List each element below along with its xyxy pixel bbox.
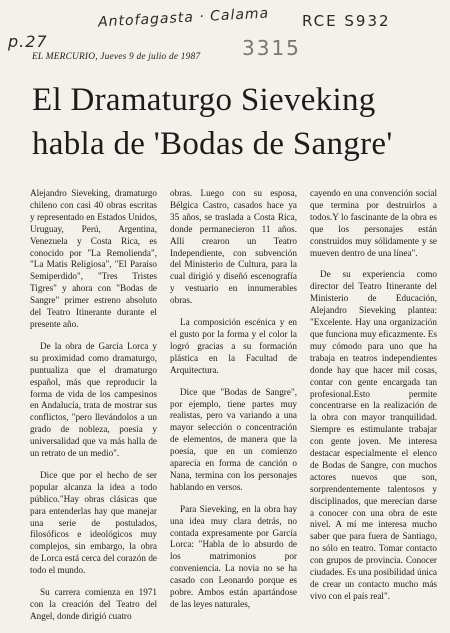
article-paragraph: De su experiencia como director del Teatro Itinerante del Ministerio de Educación, Alejandro Sieveking plantea: "Excelente. Hay una organización que funciona muy eficazmente. Es muy cómodo para uno que ha trabaja en teatros independientes donde hay que hacer mil cosas, contar con gente encargada tan profesional.Esto permite concentrarse en la realización de la obra con mayor tranquilidad. Siempre es estimulante trabajar con gente joven. Me interesa destacar especialmente el elenco de Bodas de Sangre, con muchos actores nuevos que son, sorprendentemente talentosos y disciplinados, que merecían darse a conocer con una obra de este nivel. A mí me interesa mucho saber que para fuera de Santiago, no sólo en teatro. Tomar contacto con grupos de provincia. Conocer ciudades. Es una posibilidad única de crear un contacto mucho más vivo con el país real". — [310, 269, 437, 601]
page-number-annotation: p.27 — [8, 32, 48, 51]
article-paragraph: Dice que por el hecho de ser popular alcanza la idea a todo público."Hay obras clásicas que para entenderlas hay que manejar una serie de postulados, filosóficos e ideológicos muy complejos, sin embargo, la obra de Lorca está cerca del corazón de todo el mundo. — [30, 469, 157, 576]
catalog-code-annotation: RCE S932 — [302, 12, 391, 30]
article-paragraph: Para Sieveking, en la obra hay una idea muy clara detrás, no contada expresamente por García Lorca: "Habla de lo absurdo de los matrimonios por conveniencia. La novia no se ha casado con Leonardo porque es pobre. Ambos están apartándose de las leyes naturales, — [170, 503, 297, 609]
city-annotation: Antofagasta · Calama — [97, 5, 270, 31]
article-column-3 — [310, 188, 437, 613]
headline-line-1: El Dramaturgo Sieveking — [32, 82, 376, 118]
article-paragraph: cayendo en una convención social que termina por destruirlos a todos.Y lo fascinante de la obra es que los personajes están construidos muy sólidamente y se mueven dentro de una línea". — [310, 188, 437, 258]
article-column-2 — [170, 188, 297, 621]
article-paragraph: Dice que "Bodas de Sangre", por ejemplo, tiene partes muy realistas, pero va variando a una mayor selección o concentración de elementos, de manera que la poesía, que en un comienzo aparecía en forma de canción o Nana, termina con los personajes hablando en versos. — [170, 386, 297, 492]
dateline: EL MERCURIO, Jueves 9 de julio de 1987 — [32, 52, 201, 62]
article-paragraph: obras. Luego con su esposa, Bélgica Castro, casados hace ya 35 años, se traslada a Costa Rica, donde permanecieron 11 años. Allí crearon un Teatro Independiente, con subvención del Ministerio de Cultura, para la cual dirigió y diseñó escenografía y vestuario en innumerables obras. — [170, 188, 297, 306]
catalog-stamp: 3315 — [242, 36, 301, 60]
article-paragraph: De la obra de García Lorca y su proximidad como dramaturgo, puntualiza que el dramaturgo español, más que reproducir la forma de vida de los campesinos en Andalucía, trata de mostrar sus conflictos, "pero llevándolos a un grado de nobleza, poesía y universalidad que va más halla de un retrato de un medio". — [30, 340, 157, 459]
article-paragraph: Alejandro Sieveking, dramaturgo chileno con casi 40 obras escritas y representado en Estados Unidos, Uruguay, Perú, Argentina, Venezuela y Costa Rica, es conocido por "La Remolienda", "La Matis Religiosa", "El Paraíso Semiperdido", "Tres Tristes Tigres" y ahora con "Bodas de Sangre" primer estreno absoluto del Teatro Itinerante durante el presente año. — [30, 188, 157, 329]
article-column-1 — [30, 188, 157, 633]
article-paragraph: Su carrera comienza en 1971 con la creación del Teatro del Angel, donde dirigió cuatro — [30, 587, 157, 621]
headline-line-2: habla de 'Bodas de Sangre' — [32, 126, 393, 162]
article-paragraph: La composición escénica y en el gusto por la forma y el color la logró gracias a su formación plástica en la Facultad de Arquitectura. — [170, 317, 297, 375]
